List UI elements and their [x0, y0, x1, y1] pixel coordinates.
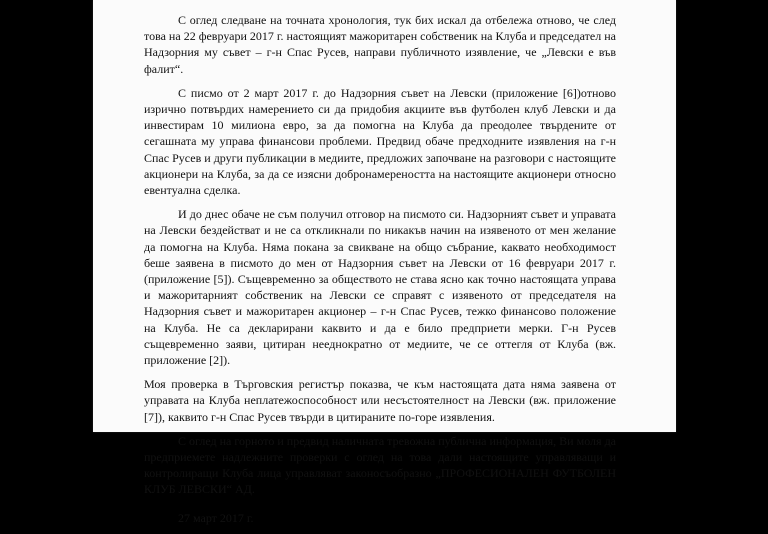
paragraph-letter-march: С писмо от 2 март 2017 г. до Надзорния съвет на Левски (приложение [6])отново изрично потвърдих намерението си да придобия акциите във футболен клуб Левски и да инвестирам 10 милиона евро, за да помогна на Клуба да преодолее твърдените от сегашната му управа финансови проблеми. Предвид обаче предходните изявления на г-н Спас Русев и други публикации в медиите, предложих започване на разговори с настоящите акционери на Клуба, за да се изясни добронамереността на настоящите акционери относно евентуална сделка. [144, 85, 616, 198]
paragraph-registry-check: Моя проверка в Търговския регистър показва, че към настоящата дата няма заявена от управата на Клуба неплатежоспособност или несъстоятелност на Левски (вж. приложение [7]), каквито г-н Спас Русев твърди в цитираните по-горе изявления. [144, 377, 616, 424]
document-date: 27 март 2017 г. [178, 510, 254, 525]
document-body [144, 12, 616, 534]
paragraph-chronology: С оглед следване на точната хронология, тук бих искал да отбележа отново, че след това на 22 февруари 2017 г. настоящият мажоритарен собственик на Клуба и председател на Надзорния му съвет – г-н Спас Русев, направи публичното изявление, че „Левски е във фалит“. [144, 13, 616, 76]
paragraph-request: С оглед на горното и предвид наличната тревожна публична информация, Ви моля да предприемете надлежните проверки с оглед на това дали настоящите управляващи и контролиращи Клуба лица управляват законосъобразно „ПРОФЕСИОНАЛЕН ФУТБОЛЕН КЛУБ ЛЕВСКИ“ АД. [144, 433, 616, 497]
paragraph-no-reply: И до днес обаче не съм получил отговор на писмото си. Надзорният съвет и управата на Левски бездействат и не са откликнали по никакъв начин на изявеното от мен желание да помогна на Клуба. Няма покана за свикване на общо събрание, каквато необходимост беше заявена в писмото до мен от Надзорния съвет на Левски от 16 февруари 2017 г. (приложение [5]). Същевременно за обществото не става ясно как точно настоящата управа и мажоритарният собственик на Левски се справят с изявеното от председателя на Надзорния съвет и мажоритарен акционер – г-н Спас Русев, тежко финансово положение на Клуба. Не са декларирани каквито и да е било предприети мерки. Г-н Русев същевременно заяви, цитиран нееднократно от медиите, че се оттегля от Клуба (вж. приложение [2]). [144, 207, 616, 368]
document-page [93, 0, 676, 525]
